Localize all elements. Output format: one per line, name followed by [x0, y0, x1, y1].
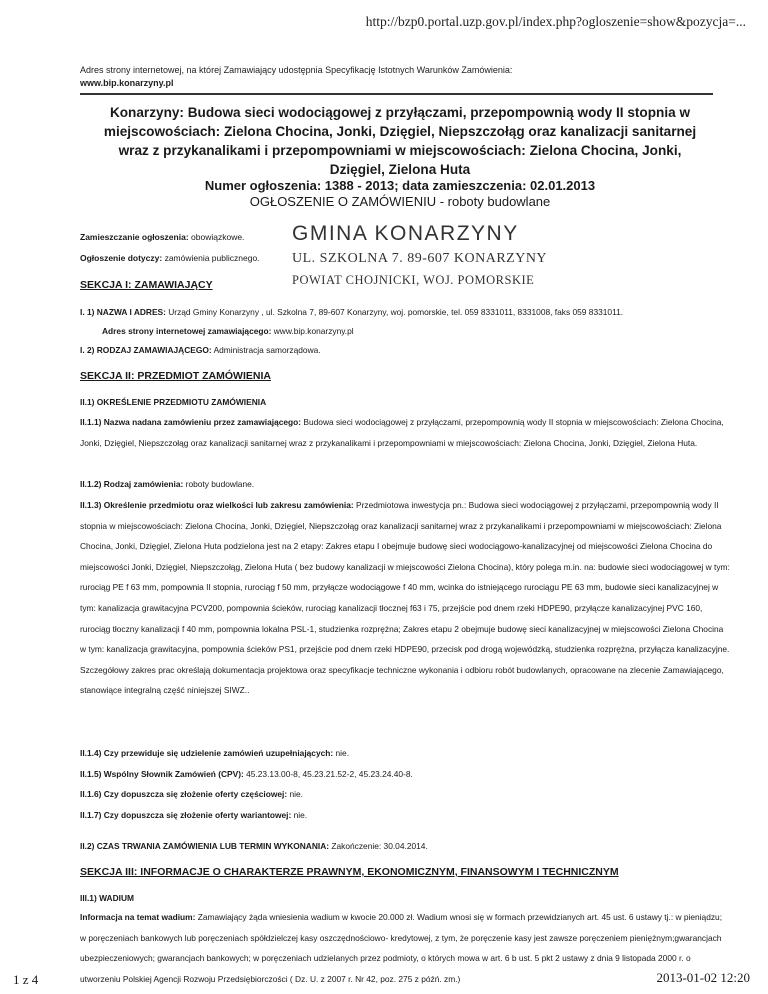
meta-dotyczy: [80, 253, 260, 263]
meta-dotyczy-label: Ogłoszenie dotyczy:: [80, 253, 163, 263]
ii11-value: Budowa sieci wodociągowej z przyłączami, przepompownią wody II stopnia w miejscowościach: Zielona Chocina, Jonki, Dzięgiel, Niepszczołąg oraz kanalizacji sanitarnej wraz z przykanalikami i przepompowniami w miejscowościach: Zielona Chocina, Jonki, Dzięgiel, Zielona Huta.: [80, 417, 724, 448]
ii12-paragraph: [80, 474, 730, 495]
wadium-value: Zamawiający żąda wniesienia wadium w kwocie 20.000 zł. Wadium wnosi się w formach przewidzianych art. 45 ust. 6 ustawy tj.: w pieniądzu; w poręczeniach bankowych lub poręczeniach spółdzielczej kasy oszczędnościowo- kredytowej, z tym, że poręczenie kasy jest zawsze poręczeniem pieniężnym;gwarancjach ubezpieczeniowych; gwarancjach bankowych; w poręczeniach udzielanych przez podmioty, o których mowa w art. 6 b ust. 5 pkt 2 ustawy z dnia 9 listopada 2000 r. o utworzeniu Polskiej Agencji Rozwoju Przedsiębiorczości ( Dz. U. z 2007 r. Nr 42, poz. 275 z późń. zm.): [80, 912, 723, 984]
page-number: 1 z 4: [13, 972, 39, 987]
siwz-address-link[interactable]: www.bip.konarzyny.pl: [80, 78, 174, 88]
meta-zamieszczanie-label: Zamieszczanie ogłoszenia:: [80, 232, 189, 242]
i2-label: I. 2) RODZAJ ZAMAWIAJĄCEGO:: [80, 345, 212, 355]
ii13-paragraph: [80, 495, 730, 701]
wadium-label: Informacja na temat wadium:: [80, 912, 196, 922]
ii12-label: II.1.2) Rodzaj zamówienia:: [80, 479, 184, 489]
ii2-label: II.2) CZAS TRWANIA ZAMÓWIENIA LUB TERMIN WYKONANIA:: [80, 841, 330, 851]
header-divider: [80, 93, 713, 95]
ii12-value: roboty budowlane.: [185, 479, 255, 489]
siwz-address: [80, 64, 720, 90]
ii13-label: II.1.3) Określenie przedmiotu oraz wielkości lub zakresu zamówienia:: [80, 500, 354, 510]
ii15-label: II.1.5) Wspólny Słownik Zamówień (CPV):: [80, 769, 244, 779]
siwz-address-label: Adres strony internetowej, na której Zamawiający udostępnia Specyfikację Istotnych Warunków Zamówienia:: [80, 65, 513, 75]
stamp-line-2: UL. SZKOLNA 7. 89-607 KONARZYNY: [292, 251, 548, 266]
ii2-value: Zakończenie: 30.04.2014.: [331, 841, 428, 851]
ii14-paragraph: [80, 743, 730, 764]
ii14-label: II.1.4) Czy przewiduje się udzielenie zamówień uzupełniających:: [80, 748, 334, 758]
ii11-paragraph: [80, 412, 730, 453]
website-label: Adres strony internetowej zamawiającego:: [102, 326, 272, 336]
section-2-heading: SEKCJA II: PRZEDMIOT ZAMÓWIENIA: [80, 370, 271, 382]
iii1-label: III.1) WADIUM: [80, 893, 134, 903]
notice-number: Numer ogłoszenia: 1388 - 2013; data zamieszczenia: 02.01.2013: [204, 178, 596, 193]
ii17-label: II.1.7) Czy dopuszcza się złożenie oferty wariantowej:: [80, 810, 292, 820]
notice-title: Konarzyny: Budowa sieci wodociągowej z przyłączami, przepompownią wody II stopnia w miejscowościach: Zielona Chocina, Jonki, Dzięgiel, Niepszczołąg oraz kanalizacji sanitarnej wraz z przykanalikami i przepompowniami w miejscowościach: Zielona Chocina, Jonki, Dzięgiel, Zielona Huta: [103, 105, 697, 177]
ii11-label: II.1.1) Nazwa nadana zamówieniu przez zamawiającego:: [80, 417, 302, 427]
ii2-paragraph: [80, 836, 730, 857]
meta-zamieszczanie: [80, 232, 244, 242]
print-datetime: 2013-01-02 12:20: [656, 970, 750, 985]
ii17-paragraph: [80, 805, 730, 826]
notice-type: OGŁOSZENIE O ZAMÓWIENIU - roboty budowlane: [249, 194, 551, 209]
ii17-value: nie.: [293, 810, 308, 820]
ii16-value: nie.: [289, 789, 303, 799]
iii1-heading: [80, 888, 730, 909]
ii16-label: II.1.6) Czy dopuszcza się złożenie oferty częściowej:: [80, 789, 288, 799]
i2-value: Administracja samorządowa.: [213, 345, 321, 355]
website-value[interactable]: www.bip.konarzyny.pl: [273, 326, 354, 336]
section-3-heading: SEKCJA III: INFORMACJE O CHARAKTERZE PRAWNYM, EKONOMICZNYM, FINANSOWYM I TECHNICZNYM: [80, 866, 619, 878]
section-1-name-address: [80, 302, 730, 323]
i1-value: Urząd Gminy Konarzyny , ul. Szkolna 7, 89-607 Konarzyny, woj. pomorskie, tel. 059 8331011, 8331008, faks 059 8331011.: [168, 307, 624, 317]
municipality-stamp: [292, 222, 622, 288]
section-1-website: [102, 321, 722, 342]
section-1-type: [80, 340, 730, 361]
ii1-label: II.1) OKREŚLENIE PRZEDMIOTU ZAMÓWIENIA: [80, 397, 267, 407]
meta-zamieszczanie-value: obowiązkowe.: [191, 232, 245, 242]
section-1-heading: SEKCJA I: ZAMAWIAJĄCY: [80, 279, 213, 291]
ii16-paragraph: [80, 784, 730, 805]
ii15-value: 45.23.13.00-8, 45.23.21.52-2, 45.23.24.40-8.: [246, 769, 413, 779]
stamp-line-1: GMINA KONARZYNY: [292, 222, 519, 245]
meta-dotyczy-value: zamówienia publicznego.: [164, 253, 260, 263]
ii15-paragraph: [80, 764, 730, 785]
browser-url: http://bzp0.portal.uzp.gov.pl/index.php?ogloszenie=show&pozycja=...: [365, 14, 746, 29]
ii13-value: Przedmiotowa inwestycja pn.: Budowa sieci wodociągowej z przyłączami, przepompownią wody II stopnia w miejscowościach: Zielona Chocina, Jonki, Dzięgiel, Niepszczołąg oraz kanalizacji sanitarnej wraz z przykanalikami i przepompowniami w miejscowościach: Zielona Chocina, Jonki, Dzięgiel, Zielona Huta podzielona jest na 2 etapy: Zakres etapu I obejmuje budowę sieci wodociągowo-kanalizacyjnej od miejscowości Zielona Chocina do miejscowości Jonki, Dzięgiel, Niepszczołąg, Zielona Huta ( bez budowy kanalizacji w miejscowości Zielona Chocina), który polega m.in. na: budowie sieci wodociągowej w tym: rurociąg PE f 63 mm, pompownia II stopnia, rurociąg f 50 mm, przyłącze wodociągowe f 40 mm, wcinka do istniejącego rurociągu PE 63 mm, budowie sieci kanalizacyjnej w tym: kanalizacja grawitacyjna PCV200, pompownia ścieków, rurociąg kanalizacji tłocznej f63 i 75, przejście pod dnem rzeki HDPE90, przyłącze kanalizacyjnej PVC 160, rurociąg tłoczny kanalizacji f 40 mm, pompownia lokalna PSL-1, studzienka rozprężna; Zakres etapu 2 obejmuje budowę sieci kanalizacyjnej w miejscowości Zielona Chocina w tym: kanalizacja grawitacyjna, pompownia ścieków PS1, przejście pod dnem rzeki HDPE90, przecisk pod drogą wojewódzką, studzienka rozprężna, przyłącza kanalizacyjne. Szczegółowy zakres prac określają dokumentacja projektowa oraz specyfikacje techniczne wykonania i odbioru robót budowlanych, opracowane na zlecenie Zamawiającego, stanowiące integralną część niniejszej SIWZ..: [80, 500, 730, 696]
ii1-heading: [80, 392, 730, 413]
ii14-value: nie.: [335, 748, 350, 758]
stamp-line-3: POWIAT CHOJNICKI, WOJ. POMORSKIE: [292, 273, 535, 287]
i1-label: I. 1) NAZWA I ADRES:: [80, 307, 166, 317]
